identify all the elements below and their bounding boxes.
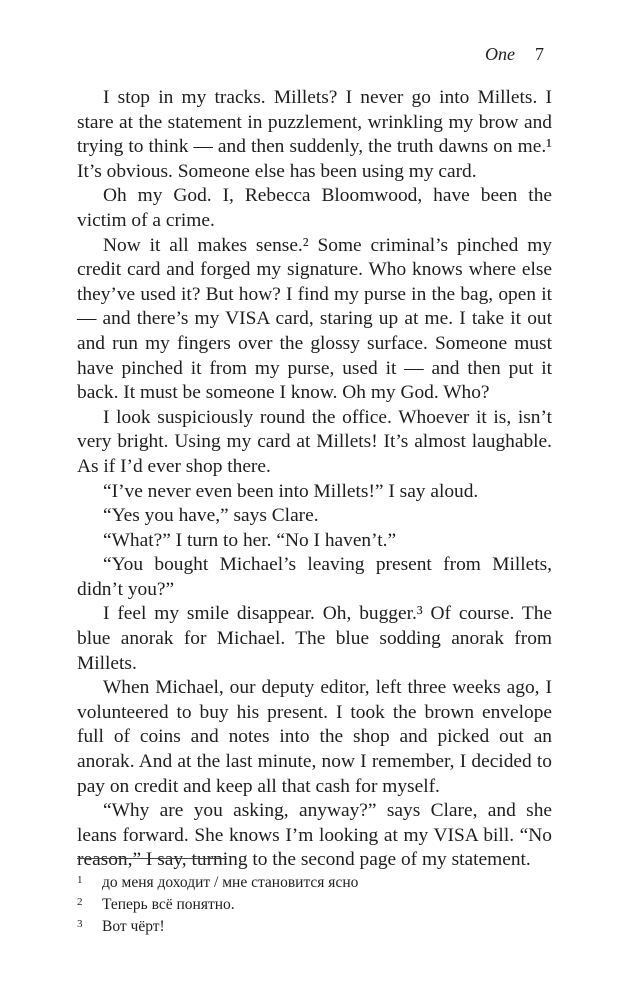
footnote-number: 3	[77, 918, 83, 930]
footnote	[77, 894, 358, 916]
paragraph: I stop in my tracks. Millets? I never go into Millets. I stare at the statement in puzzlement, wrinkling my brow and trying to think — and then suddenly, the truth dawns on me.¹ It’s obvious. Someone else has been using my card.	[77, 87, 552, 182]
chapter-title: One	[485, 44, 515, 64]
footnote-text: до меня доходит / мне становится ясно	[102, 874, 359, 891]
footnote	[77, 872, 358, 894]
paragraph: “Why are you asking, anyway?” says Clare, and she leans forward. She knows I’m looking at my VISA bill. “No reason,” I say, turning to the second page of my statement.	[77, 800, 552, 871]
paragraph: I feel my smile disappear. Oh, bugger.³ Of course. The blue anorak for Michael. The blue sodding anorak from Millets.	[77, 603, 552, 674]
paragraph: Now it all makes sense.² Some criminal’s pinched my credit card and forged my signature. Who knows where else they’ve used it? But how? I find my purse in the bag, open it — and there’s my VISA card, staring up at me. I take it out and run my fingers over the glossy surface. Someone must have pinched it from my purse, used it — and then put it back. It must be someone I know. Oh my God. Who?	[77, 234, 552, 404]
running-header	[485, 44, 544, 65]
paragraph: “You bought Michael’s leaving present from Millets, didn’t you?”	[77, 554, 552, 600]
paragraph: “I’ve never even been into Millets!” I say aloud.	[103, 480, 479, 502]
paragraph: I look suspiciously round the office. Whoever it is, isn’t very bright. Using my card at Millets! It’s almost laughable. As if I’d ever shop there.	[77, 406, 552, 477]
footnote-number: 2	[77, 896, 83, 908]
footnotes	[77, 872, 358, 938]
paragraph: When Michael, our deputy editor, left three weeks ago, I volunteered to buy his present. I took the brown envelope full of coins and notes into the shop and picked out an anorak. And at the last minute, now I remember, I decided to pay on credit and keep all that cash for myself.	[77, 677, 552, 797]
paragraph: Oh my God. I, Rebecca Bloomwood, have been the victim of a crime.	[77, 185, 552, 231]
footnote-text: Теперь всё понятно.	[102, 896, 235, 913]
footnote-number: 1	[77, 874, 83, 886]
footnote-text: Вот чёрт!	[102, 918, 165, 935]
footnote-divider	[77, 858, 227, 859]
paragraph: “Yes you have,” says Clare.	[103, 505, 319, 527]
page-number: 7	[535, 44, 544, 64]
paragraph: “What?” I turn to her. “No I haven’t.”	[103, 529, 397, 551]
body-text	[77, 86, 552, 873]
footnote	[77, 916, 358, 938]
